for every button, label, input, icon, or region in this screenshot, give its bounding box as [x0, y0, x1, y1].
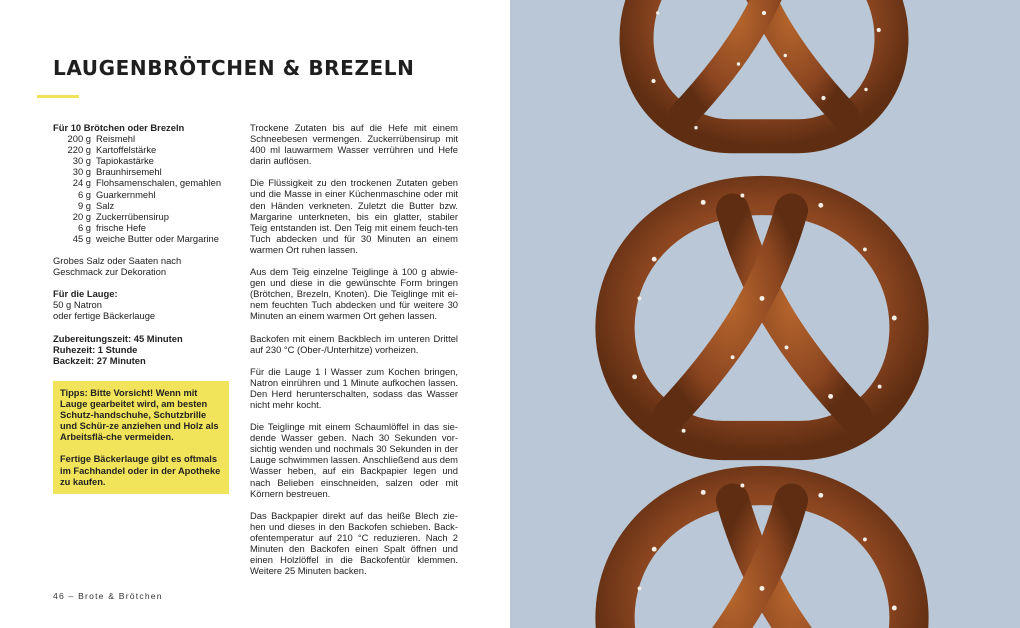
ingredient-name: Kartoffelstärke — [96, 144, 157, 156]
decoration-line: Geschmack zur Dekoration — [53, 266, 167, 278]
ingredient-item — [53, 200, 233, 211]
ingredient-item — [53, 222, 233, 233]
photo-page — [510, 0, 1020, 628]
lye-line: oder fertige Bäckerlauge — [53, 310, 156, 322]
instruction-step: Die Teiglinge mit einem Schaumlöffel in das sie-dende Wasser geben. Nach 30 Sekunden vor-sichtig wenden und nochmals 30 Sekunden in der Lauge schwimmen lassen. Anschließend aus dem Wasser heben, auf ein Backpapier legen und nach Belieben einschneiden, salzen oder mit Körnern bestreuen. — [250, 421, 458, 499]
title-accent-rule — [37, 95, 79, 98]
pretzel-photo — [510, 0, 1020, 628]
ingredient-qty: 45 g — [72, 232, 91, 244]
instructions-column — [250, 122, 458, 587]
page-footer: 46 – Brote & Brötchen — [53, 591, 163, 601]
ingredient-name: Flohsamenschalen, gemahlen — [96, 177, 222, 189]
ingredients-column — [53, 122, 233, 366]
ingredient-qty: 30 g — [72, 155, 91, 167]
instruction-step: Für die Lauge 1 l Wasser zum Kochen bringen, Natron einrühren und 1 Minute aufkochen lassen. Den Herd herunterschalten, sodass das Wasser nicht mehr kocht. — [250, 365, 458, 410]
rest-time: Ruhezeit: 1 Stunde — [53, 343, 138, 355]
lye-line: 50 g Natron — [53, 299, 102, 311]
tips-box — [53, 381, 229, 494]
instruction-step: Aus dem Teig einzelne Teiglinge à 100 g abwie-gen und diese in die gewünschte Form bringen (Brötchen, Brezeln, Knoten). Die Teiglinge mit ei-nem feuchten Tuch abdecken und für weitere 30 Minuten an einem warmen Ort gehen lassen. — [250, 266, 458, 322]
tip-paragraph: Tipps: Bitte Vorsicht! Wenn mit Lauge gearbeitet wird, am besten Schutz-handschuhe, Schutzbrille und Schür-ze anziehen und Holz als Arbeitsflä-che vermeiden. — [60, 388, 219, 443]
page-title: LAUGENBRÖTCHEN & BREZELN — [53, 56, 415, 80]
ingredient-qty: 20 g — [72, 210, 91, 222]
ingredient-name: Reismehl — [96, 133, 136, 145]
ingredient-qty: 30 g — [72, 166, 91, 178]
ingredient-item — [53, 233, 233, 244]
ingredient-name: Braunhirsemehl — [96, 166, 162, 178]
tip-paragraph: Fertige Bäckerlauge gibt es oftmals im Fachhandel oder in der Apotheke zu kaufen. — [60, 454, 221, 487]
ingredient-list — [53, 133, 233, 244]
ingredient-qty: 6 g — [77, 221, 91, 233]
bake-time: Backzeit: 27 Minuten — [53, 354, 146, 366]
recipe-yield: Für 10 Brötchen oder Brezeln — [53, 122, 185, 133]
ingredient-item — [53, 133, 233, 144]
instruction-step: Trockene Zutaten bis auf die Hefe mit einem Schneebesen vermengen. Zuckerrübensirup mit 400 ml lauwarmem Wasser verrühren und Hefe darin auflösen. — [250, 122, 458, 167]
ingredient-qty: 200 g — [67, 133, 91, 145]
ingredient-name: Tapiokastärke — [96, 155, 154, 167]
instruction-step: Das Backpapier direkt auf das heiße Blech zie-hen und dieses in den Backofen schieben. Back-ofentemperatur auf 210 °C reduzieren. Nach 2 Minuten den Backofen einen Spalt öffnen und einen Holzlöffel in die Backofentür klemmen. Weitere 25 Minuten backen. — [250, 509, 458, 577]
ingredient-name: Zuckerrübensirup — [96, 210, 169, 222]
ingredient-qty: 24 g — [72, 177, 91, 189]
ingredient-name: Salz — [96, 199, 115, 211]
ingredient-name: Guarkernmehl — [96, 188, 156, 200]
prep-time: Zubereitungszeit: 45 Minuten — [53, 332, 183, 344]
ingredient-item — [53, 166, 233, 177]
ingredient-item — [53, 144, 233, 155]
ingredient-item — [53, 211, 233, 222]
instruction-step: Backofen mit einem Backblech im unteren Drittel auf 230 °C (Ober-/Unterhitze) vorheizen. — [250, 332, 458, 355]
ingredient-item — [53, 155, 233, 166]
ingredient-name: weiche Butter oder Margarine — [96, 232, 219, 244]
ingredient-qty: 9 g — [77, 199, 91, 211]
ingredient-item — [53, 189, 233, 200]
ingredient-qty: 6 g — [77, 188, 91, 200]
ingredient-item — [53, 177, 233, 188]
instruction-step: Die Flüssigkeit zu den trockenen Zutaten geben und die Masse in einer Küchenmaschine oder mit den Händen verkneten. Zuletzt die Butter bzw. Margarine unterkneten, bis ein glatter, stabiler Teig entstanden ist. Den Teig mit einem feuch-ten Tuch abdecken und für 30 Minuten an einem warmen Ort ruhen lassen. — [250, 177, 458, 255]
lye-heading: Für die Lauge: — [53, 288, 118, 300]
ingredient-qty: 220 g — [67, 144, 91, 156]
decoration-line: Grobes Salz oder Saaten nach — [53, 255, 182, 267]
ingredient-name: frische Hefe — [96, 221, 147, 233]
